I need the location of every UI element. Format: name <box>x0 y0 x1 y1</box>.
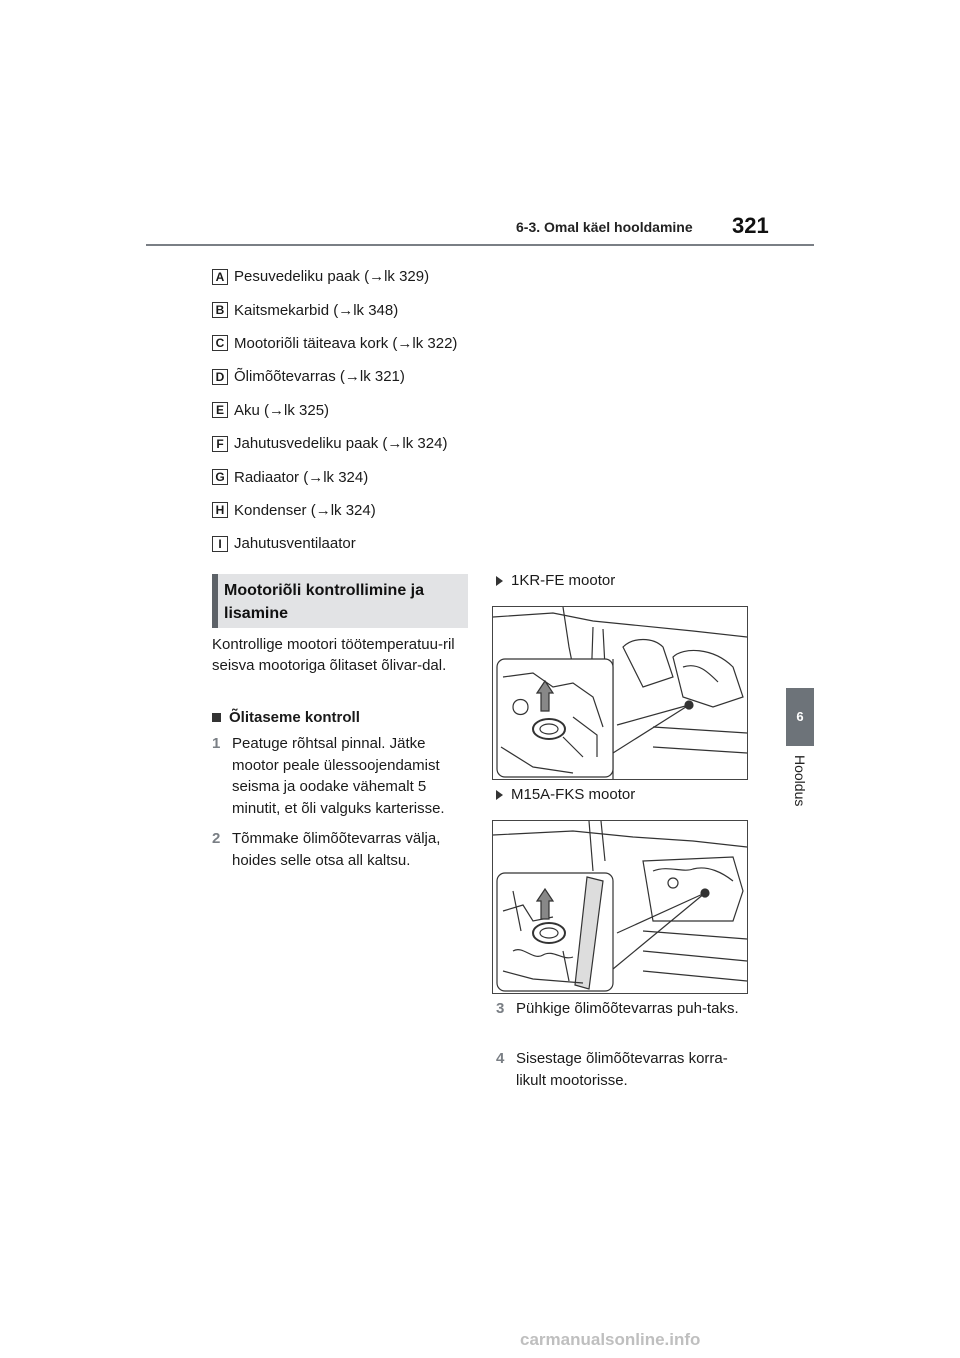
page-number: 321 <box>732 213 769 238</box>
legend-letter: G <box>212 469 228 485</box>
chapter-tab[interactable]: 6 <box>786 688 814 746</box>
legend-letter: B <box>212 302 228 318</box>
step-text: Peatuge rõhtsal pinnal. Jätke mootor peale ülessoojendamist seisma ja oodake vähemalt 5 minutit, et õli valguks karterisse. <box>232 735 445 817</box>
legend-text: Aku (→lk 325) <box>234 401 330 419</box>
legend-item <box>212 494 457 527</box>
triangle-bullet-icon <box>496 576 503 586</box>
legend-text: Kondenser (→lk 324) <box>234 501 376 519</box>
section-heading: Mootoriõli kontrollimine ja lisamine <box>224 582 424 622</box>
legend-letter: A <box>212 269 228 285</box>
header-divider <box>146 244 814 246</box>
component-legend <box>212 260 457 561</box>
engine-illustration-1kr <box>492 606 748 780</box>
subheading <box>212 709 360 726</box>
legend-text: Jahutusvedeliku paak (→lk 324) <box>234 435 448 453</box>
legend-item <box>212 293 457 326</box>
legend-letter: F <box>212 436 228 452</box>
section-title: 6-3. Omal käel hooldamine <box>516 219 693 235</box>
legend-text: Kaitsmekarbid (→lk 348) <box>234 301 399 319</box>
step-text: Sisestage õlimõõtevarras korra-likult mootorisse. <box>516 1050 728 1089</box>
step-text: Tõmmake õlimõõtevarras välja, hoides selle otsa all kaltsu. <box>232 830 441 869</box>
legend-item <box>212 427 457 460</box>
legend-letter: C <box>212 335 228 351</box>
legend-letter: E <box>212 402 228 418</box>
legend-text: Radiaator (→lk 324) <box>234 468 369 486</box>
legend-text: Jahutusventilaator <box>234 535 356 553</box>
legend-text: Õlimõõtevarras (→lk 321) <box>234 368 405 386</box>
legend-item <box>212 460 457 493</box>
engine-variant-text: M15A-FKS mootor <box>511 786 636 803</box>
engine-illustration-m15a <box>492 820 748 994</box>
square-bullet-icon <box>212 713 221 722</box>
engine-variant-label <box>496 786 635 803</box>
triangle-bullet-icon <box>496 790 503 800</box>
legend-item <box>212 527 457 560</box>
legend-text: Pesuvedeliku paak (→lk 329) <box>234 268 430 286</box>
chapter-label: Hooldus <box>792 755 808 807</box>
legend-letter: I <box>212 536 228 552</box>
step-number: 3 <box>496 1000 505 1017</box>
engine-variant-label <box>496 572 615 589</box>
step-text: Pühkige õlimõõtevarras puh-taks. <box>516 1000 739 1017</box>
engine-variant-text: 1KR-FE mootor <box>511 572 616 589</box>
watermark: carmanualsonline.info <box>520 1330 701 1349</box>
step-number: 2 <box>212 830 221 847</box>
step-number: 4 <box>496 1050 505 1067</box>
legend-text: Mootoriõli täiteava kork (→lk 322) <box>234 334 458 352</box>
section-heading-bar <box>212 574 218 628</box>
legend-item <box>212 327 457 360</box>
legend-item <box>212 260 457 293</box>
legend-item <box>212 394 457 427</box>
legend-letter: H <box>212 502 228 518</box>
section-heading-box <box>212 574 468 628</box>
intro-paragraph: Kontrollige mootori töötemperatuu-ril seisva mootoriga õlitaset õlivar-dal. <box>212 636 455 674</box>
legend-letter: D <box>212 369 228 385</box>
subheading-text: Õlitaseme kontroll <box>229 709 360 726</box>
step-number: 1 <box>212 735 221 752</box>
legend-item <box>212 360 457 393</box>
